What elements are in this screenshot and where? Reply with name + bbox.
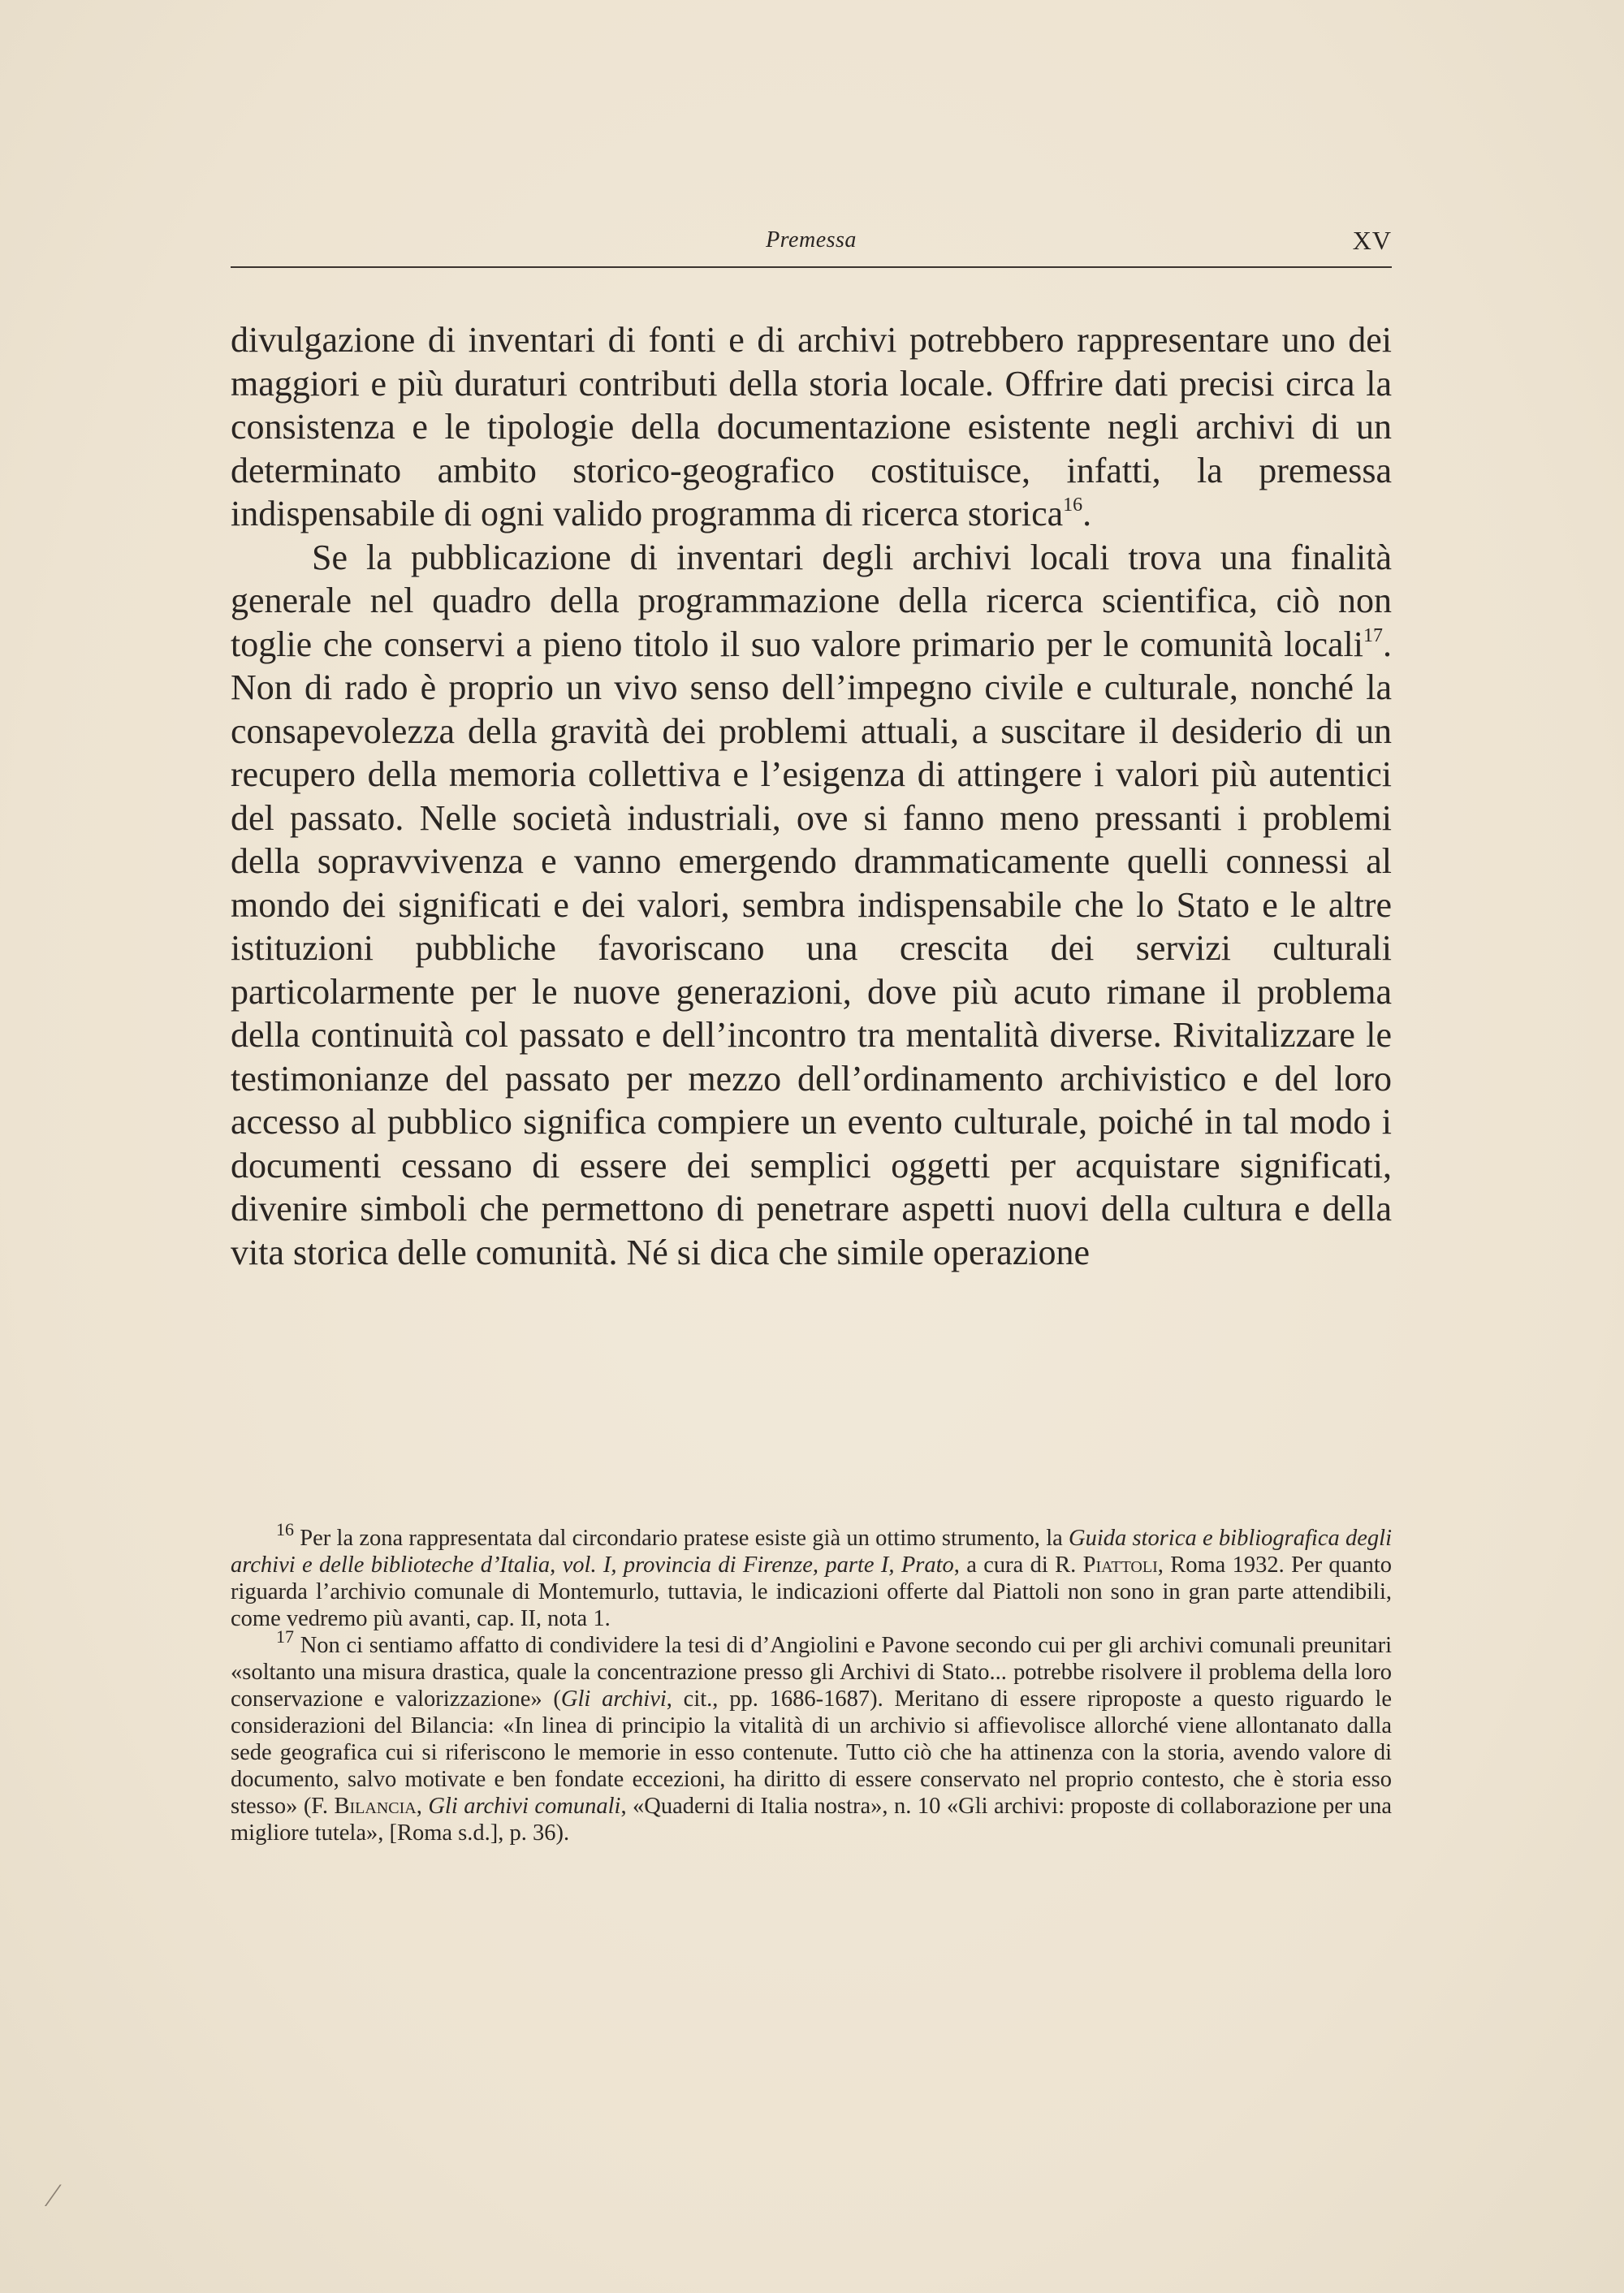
footnote-16-text: , Roma 1932. Per quanto riguarda l’archivio comunale di Montemurlo, tuttavia, le indicazioni offerte dal Piattoli non sono in gran parte attendibili, come vedremo più avanti, cap. II, nota 1. xyxy=(231,1552,1393,1631)
footnotes xyxy=(231,1519,1393,1846)
footnote-17-title: Gli archivi xyxy=(560,1686,667,1712)
paragraph-1-end: . xyxy=(1082,494,1092,533)
paragraph-1 xyxy=(231,318,1392,536)
paragraph-1-text: divulgazione di inventari di fonti e di archivi potrebbero rappresentare uno dei maggiori e più duraturi contributi della storia locale. Offrire dati precisi circa la consistenza e le tipologie della documentazione esistente negli archivi di un determinato ambito storico-geografico costituisce, infatti, la premessa indispensabile di ogni valido programma di ricerca storica xyxy=(231,320,1392,533)
paragraph-2 xyxy=(231,536,1392,1275)
footnote-17-text: , cit., pp. 1686-1687). Meritano di essere riproposte a questo riguardo le considerazioni del Bilancia: «In linea di principio la vitalità di un archivio si affievolisce allorché viene allontanato dalla sede geografica cui si riferiscono le memorie in esso contenute. Tutto ciò che ha attinenza con la storia, avendo valore di documento, salvo motivate e ben fondate eccezioni, ha diritto di essere conservato nel proprio contesto, che è storia esso stesso» (F. xyxy=(231,1686,1392,1819)
footnote-16-text: , a cura di R. xyxy=(953,1552,1083,1578)
footnote-ref-16: 16 xyxy=(1063,494,1083,516)
footnote-17-title-2: Gli archivi comunali xyxy=(428,1794,621,1819)
footnote-17-number: 17 xyxy=(276,1626,294,1647)
running-title: Premessa xyxy=(766,227,857,253)
footnote-16-author: Piattoli xyxy=(1082,1552,1158,1578)
paragraph-2-text-b: . Non di rado è proprio un vivo senso dell’impegno civile e culturale, nonché la consapevolezza della gravità dei problemi attuali, a suscitare il desiderio di un recupero della memoria collettiva e l’esigenza di attingere i valori più autentici del passato. Nelle società industriali, ove si fanno meno pressanti i problemi della sopravvivenza e vanno emergendo drammaticamente quelli connessi al mondo dei significati e dei valori, sembra indispensabile che lo Stato e le altre istituzioni pubbliche favoriscano una crescita dei servizi culturali particolarmente per le nuove generazioni, dove più acuto rimane il problema della continuità col passato e dell’incontro tra mentalità diverse. Rivitalizzare le testimonianze del passato per mezzo dell’ordinamento archivistico e del loro accesso al pubblico significa compiere un evento culturale, poiché in tal modo i documenti cessano di essere dei semplici oggetti per acquistare significati, divenire simboli che permettono di penetrare aspetti nuovi della cultura e della vita storica delle comunità. Né si dica che simile operazione xyxy=(231,624,1392,1272)
footnote-17-text: Non ci sentiamo affatto di condividere la tesi di d’Angiolini e Pavone secondo cui per gli archivi comunali preunitari «soltanto una misura drastica, quale la concentrazione presso gli Archivi di Stato... potrebbe risolvere il problema della loro conservazione e valorizzazione» ( xyxy=(231,1633,1392,1712)
footnote-17-text: , «Quaderni di Italia nostra», n. 10 «Gli archivi: proposte di collaborazione per una migliore tutela», [Roma s.d.], p. 36). xyxy=(231,1794,1393,1846)
footnote-17 xyxy=(231,1626,1393,1846)
footnote-16 xyxy=(231,1519,1393,1632)
footnote-17-author: Bilancia xyxy=(334,1794,417,1819)
main-text xyxy=(231,318,1392,1274)
page-number: XV xyxy=(1352,226,1392,255)
footnote-16-text: Per la zona rappresentata dal circondario pratese esiste già un ottimo strumento, la xyxy=(294,1526,1069,1551)
footnote-17-text: , xyxy=(416,1794,429,1819)
footnote-16-title: Guida storica e bibliografica degli archivi e delle biblioteche d’Italia, vol. I, provincia di Firenze, parte I, Prato xyxy=(231,1526,1392,1578)
footnote-16-number: 16 xyxy=(276,1519,294,1539)
pencil-mark: ⁄ xyxy=(50,2177,56,2213)
paragraph-2-text-a: Se la pubblicazione di inventari degli archivi locali trova una finalità generale nel quadro della programmazione della ricerca scientifica, ciò non toglie che conservi a pieno titolo il suo valore primario per le comunità locali xyxy=(231,537,1392,664)
page-header xyxy=(231,226,1392,268)
footnote-ref-17: 17 xyxy=(1363,624,1383,646)
